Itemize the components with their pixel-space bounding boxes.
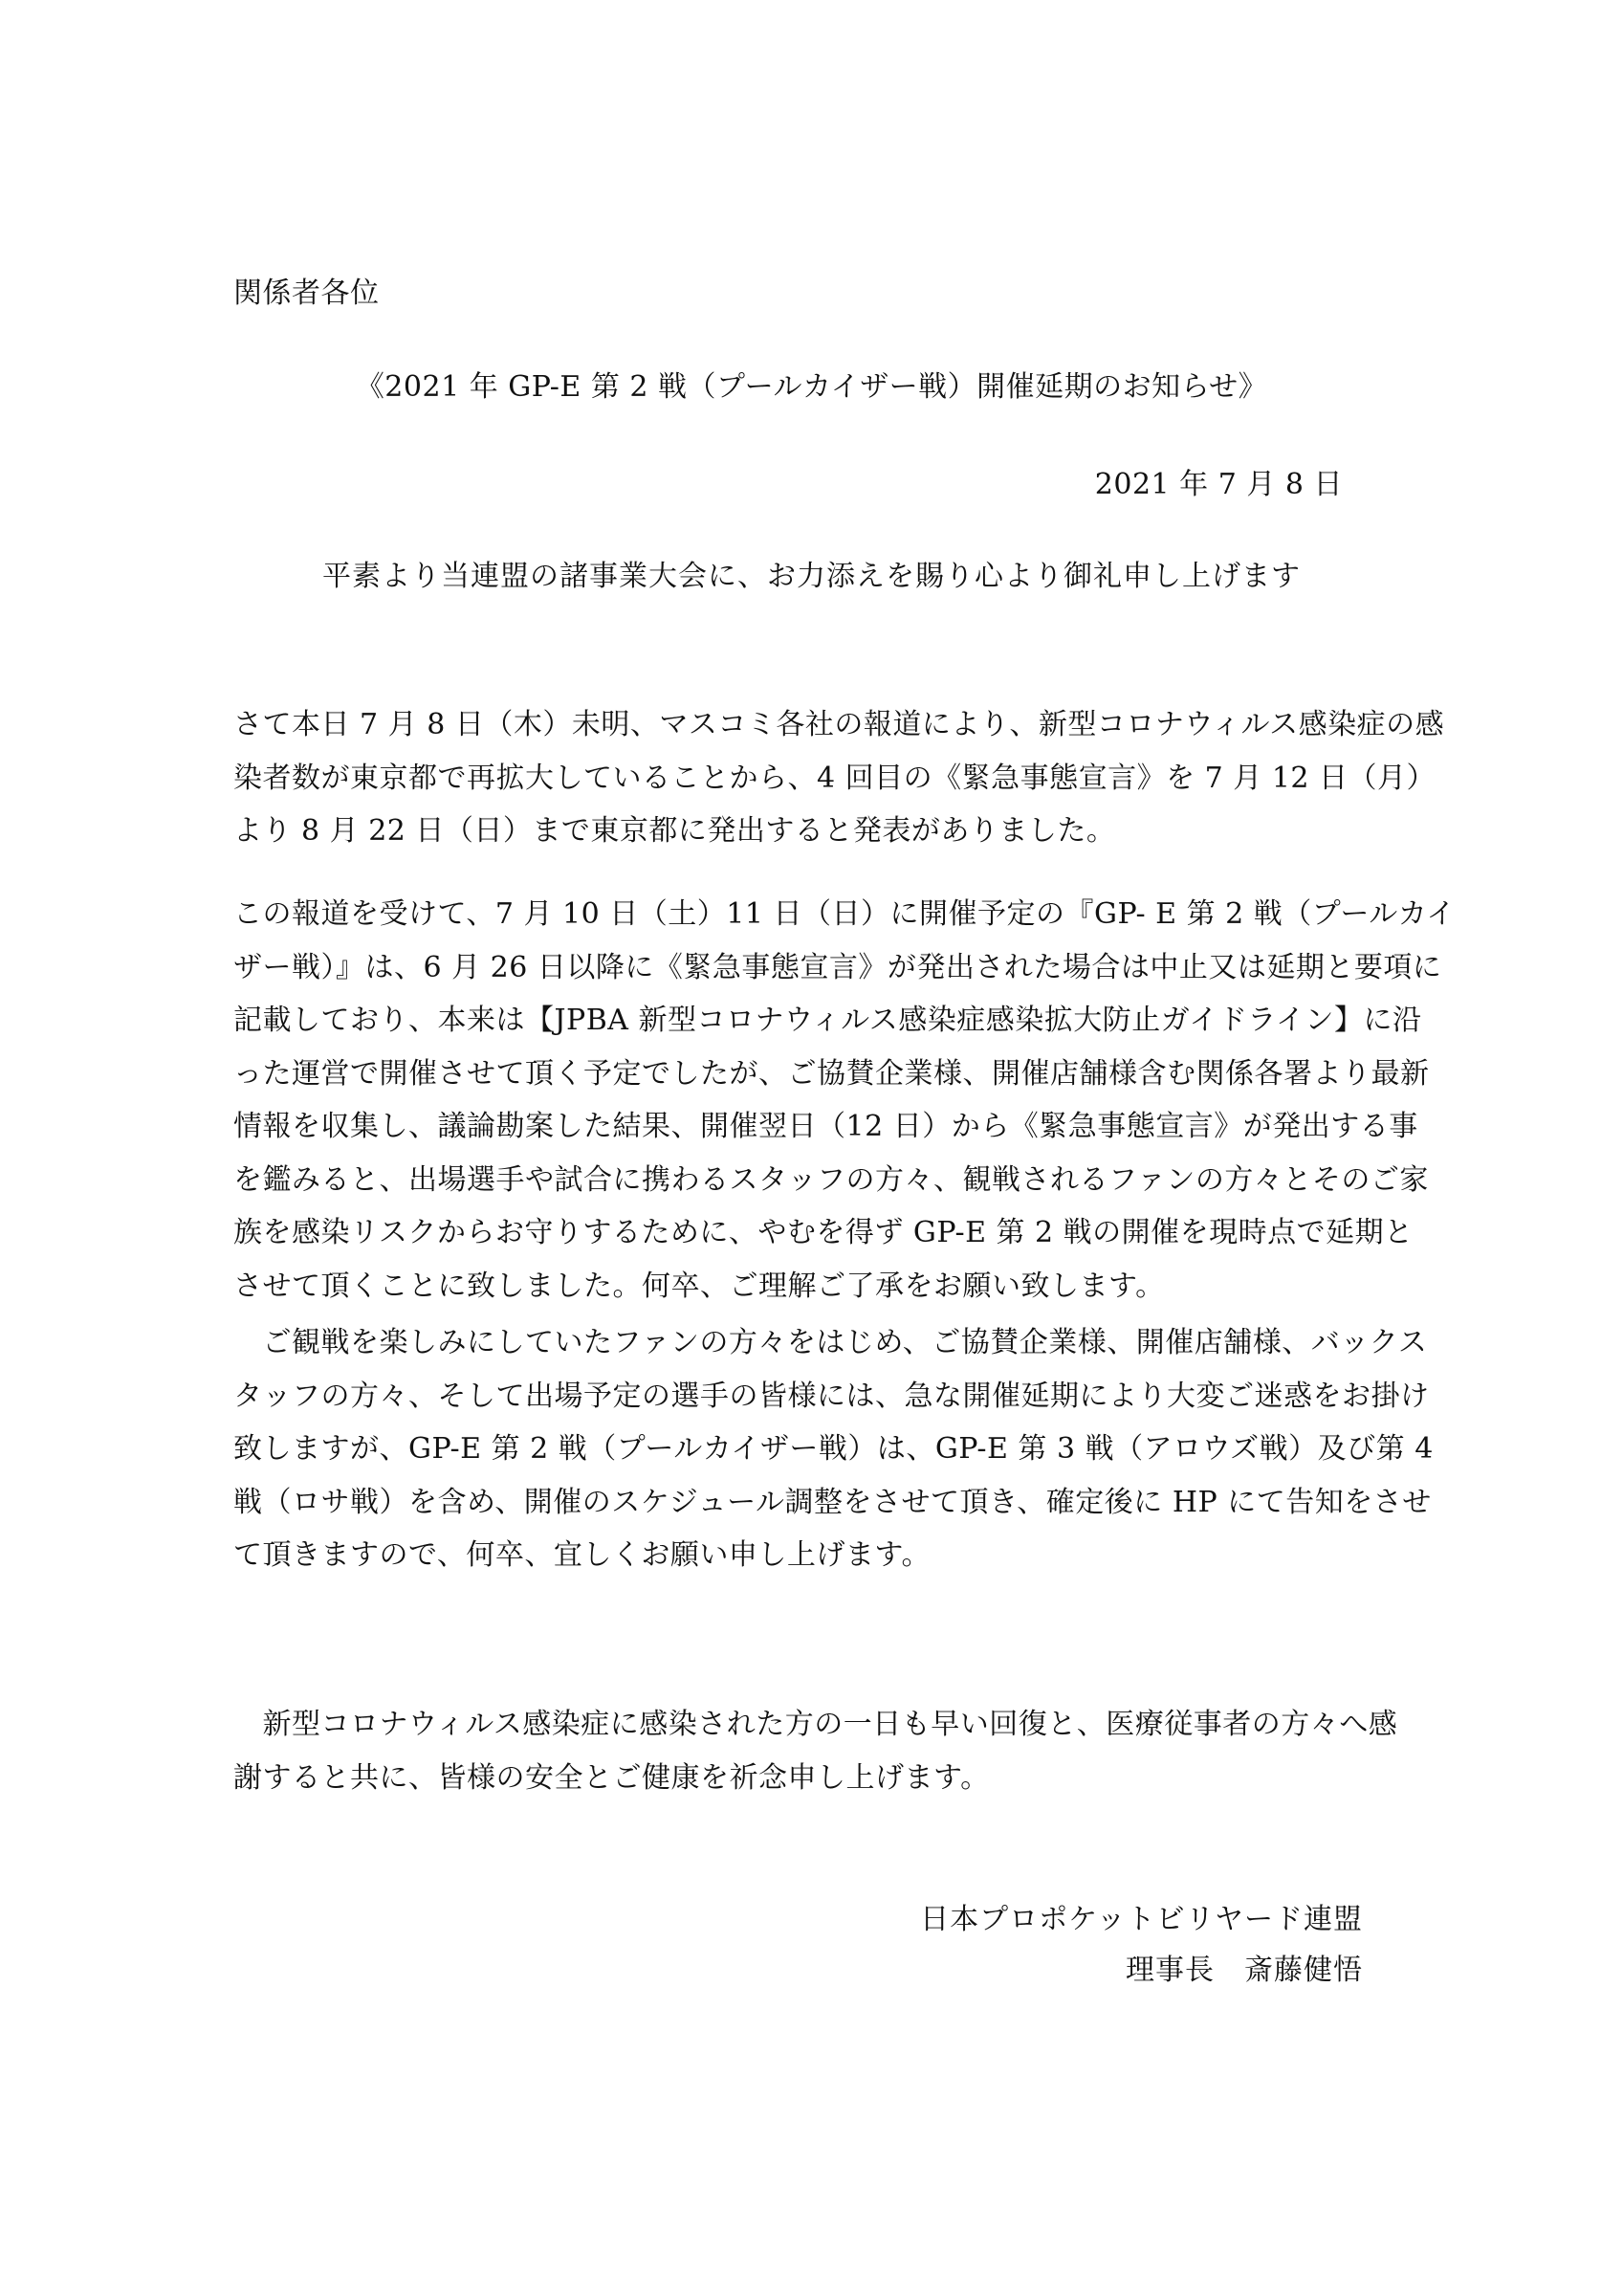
paragraph-line: 新型コロナウィルス感染症に感染された方の一日も早い回復と、医療従事者の方々へ感 bbox=[233, 1708, 1398, 1741]
paragraph-line: より 8 月 22 日（日）まで東京都に発出すると発表がありました。 bbox=[233, 814, 1116, 848]
paragraph-line: を鑑みると、出場選手や試合に携わるスタッフの方々、観戦されるファンの方々とそのご家 bbox=[233, 1162, 1429, 1197]
paragraph-announcement bbox=[233, 698, 1445, 858]
paragraph-line: タッフの方々、そして出場予定の選手の皆様には、急な開催延期により大変ご迷惑をお掛け bbox=[233, 1379, 1430, 1413]
signature-organization: 日本プロポケットビリヤード連盟 bbox=[920, 1903, 1363, 1936]
paragraph-line: 致しますが、GP-E 第 2 戦（プールカイザー戦）は、GP-E 第 3 戦（アロウズ戦）及び第 4 bbox=[233, 1432, 1434, 1466]
addressee: 関係者各位 bbox=[233, 276, 380, 310]
paragraph-closing-wishes bbox=[233, 1698, 1400, 1804]
signature-person: 理事長 斎藤健悟 bbox=[1126, 1954, 1363, 1987]
paragraph-line: 謝すると共に、皆様の安全とご健康を祈念申し上げます。 bbox=[233, 1760, 990, 1795]
paragraph-line: 記載しており、本来は【JPBA 新型コロナウィルス感染症感染拡大防止ガイドライン】に沿 bbox=[233, 1004, 1422, 1037]
paragraph-line: ザー戦）』は、6 月 26 日以降に《緊急事態宣言》が発出された場合は中止又は延期と要項に bbox=[233, 950, 1442, 984]
paragraph-line: させて頂くことに致しました。何卒、ご理解ご了承をお願い致します。 bbox=[233, 1269, 1165, 1303]
paragraph-apology-schedule bbox=[233, 1316, 1434, 1582]
document-date: 2021 年 7 月 8 日 bbox=[1094, 468, 1343, 501]
paragraph-line: さて本日 7 月 8 日（木）未明、マスコミ各社の報道により、新型コロナウィルス感染症の感 bbox=[233, 708, 1445, 741]
paragraph-line: ご観戦を楽しみにしていたファンの方々をはじめ、ご協賛企業様、開催店舗様、バックス bbox=[233, 1326, 1428, 1359]
paragraph-postponement-decision bbox=[233, 888, 1456, 1313]
document-title: 《2021 年 GP-E 第 2 戦（プールカイザー戦）開催延期のお知らせ》 bbox=[355, 370, 1268, 404]
paragraph-line: この報道を受けて、7 月 10 日（土）11 日（日）に開催予定の『GP- E 第 2 戦（プールカイ bbox=[233, 897, 1456, 931]
paragraph-line: 戦（ロサ戦）を含め、開催のスケジュール調整をさせて頂き、確定後に HP にて告知をさせ bbox=[233, 1485, 1432, 1519]
paragraph-line: った運営で開催させて頂く予定でしたが、ご協賛企業様、開催店舗様含む関係各署より最新 bbox=[233, 1056, 1430, 1091]
paragraph-line: て頂きますので、何卒、宜しくお願い申し上げます。 bbox=[233, 1538, 931, 1572]
paragraph-line: 染者数が東京都で再拡大していることから、4 回目の《緊急事態宣言》を 7 月 12 日（月） bbox=[233, 761, 1437, 795]
paragraph-line: 情報を収集し、議論勘案した結果、開催翌日（12 日）から《緊急事態宣言》が発出する事 bbox=[233, 1110, 1418, 1143]
greeting-line: 平素より当連盟の諸事業大会に、お力添えを賜り心より御礼申し上げます bbox=[322, 560, 1301, 593]
paragraph-line: 族を感染リスクからお守りするために、やむを得ず GP-E 第 2 戦の開催を現時点で延期と bbox=[233, 1216, 1414, 1249]
